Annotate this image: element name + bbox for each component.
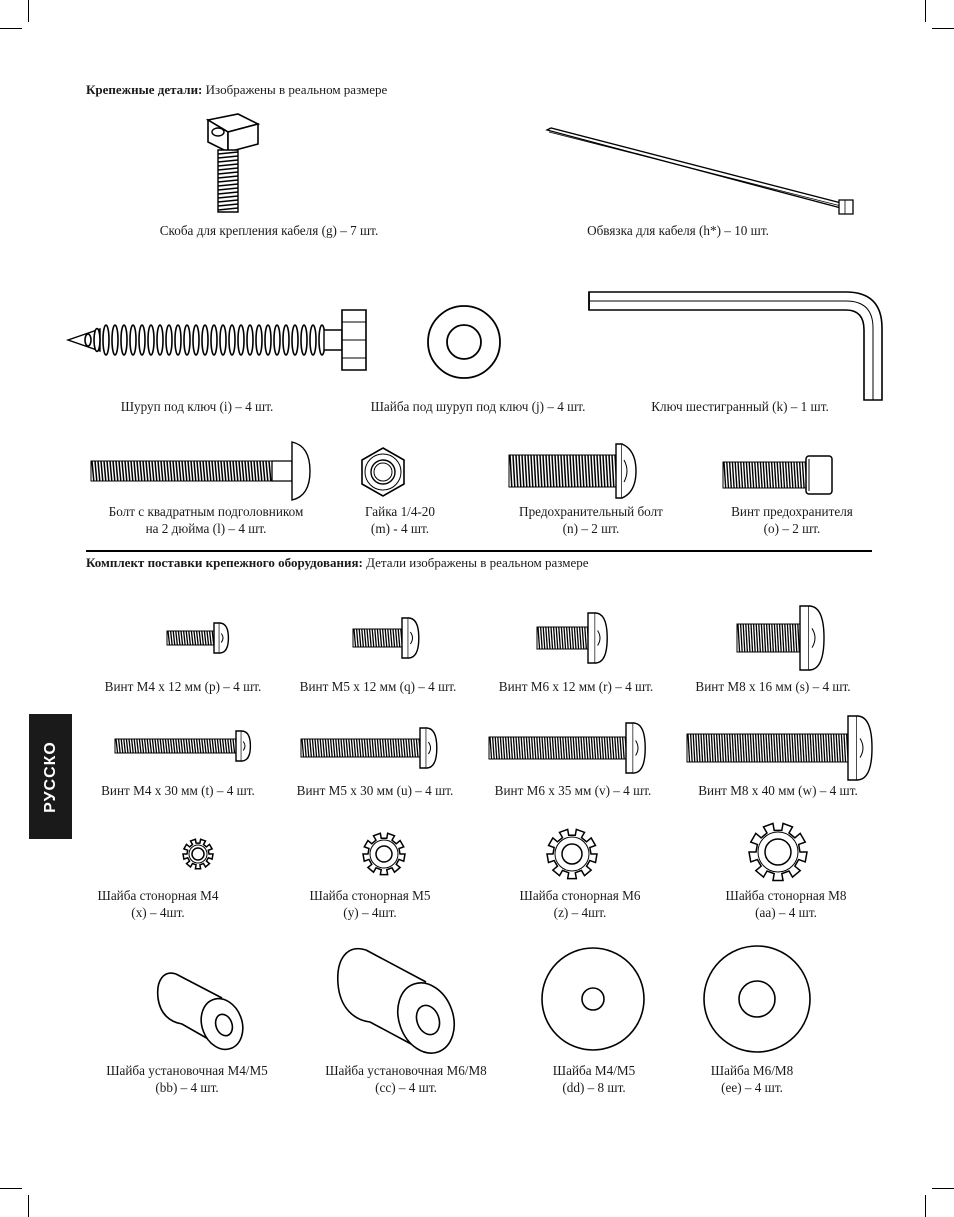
caption-line: (m) - 4 шт. [370, 521, 430, 536]
caption-dd [536, 1062, 652, 1096]
caption-line: Скоба для крепления кабеля (g) – 7 шт. [159, 223, 379, 238]
caption-line: Винт M8 x 40 мм (w) – 4 шт. [698, 783, 858, 798]
section-heading-rest: Детали изображены в реальном размере [362, 555, 589, 570]
caption-m [340, 503, 460, 537]
caption-line: (z) – 4шт. [553, 905, 607, 920]
caption-line: (bb) – 4 шт. [155, 1080, 219, 1095]
screw-icon [736, 604, 830, 672]
security-bolt-icon [508, 440, 638, 502]
caption-line: Предохранительный болт [519, 504, 663, 519]
caption-line: Шайба M6/M8 [710, 1063, 794, 1078]
screw-icon [300, 724, 442, 772]
crop-mark [28, 0, 29, 22]
caption-q [280, 678, 476, 695]
caption-line: Винт M8 x 16 мм (s) – 4 шт. [695, 679, 851, 694]
caption-h [540, 222, 816, 239]
caption-line: (x) – 4шт. [131, 905, 185, 920]
caption-line: Винт M4 x 30 мм (t) – 4 шт. [101, 783, 255, 798]
crop-mark [0, 28, 22, 29]
caption-s [676, 678, 870, 695]
caption-line: (aa) – 4 шт. [755, 905, 817, 920]
caption-line: Шайба стонорная M8 [725, 888, 847, 903]
lock-washer-icon [544, 826, 600, 882]
caption-line: Шайба M4/M5 [552, 1063, 636, 1078]
caption-i [82, 398, 312, 415]
caption-line: Ключ шестигранный (k) – 1 шт. [651, 399, 829, 414]
cable-tie-icon [545, 126, 865, 218]
caption-u [276, 782, 474, 799]
caption-r [478, 678, 674, 695]
caption-bb [84, 1062, 290, 1096]
spacer-icon [154, 968, 246, 1052]
section-heading-rest: Изображены в реальном размере [202, 82, 388, 97]
lag-screw-icon [66, 308, 372, 372]
section-heading [86, 82, 387, 98]
caption-cc [302, 1062, 510, 1096]
caption-l [76, 503, 336, 537]
caption-line: Винт предохранителя [731, 504, 853, 519]
caption-x [80, 887, 236, 921]
caption-z [500, 887, 660, 921]
section-divider [86, 550, 872, 552]
caption-line: Шуруп под ключ (i) – 4 шт. [120, 399, 274, 414]
lock-washer-icon [360, 830, 408, 878]
section-heading-bold: Комплект поставки крепежного оборудования: [86, 555, 363, 570]
screw-icon [488, 720, 652, 776]
caption-aa [706, 887, 866, 921]
caption-line: (n) – 2 шт. [562, 521, 620, 536]
hex-key-icon [588, 290, 886, 402]
hex-nut-icon [358, 446, 408, 498]
caption-line: (o) – 2 шт. [763, 521, 821, 536]
caption-n [490, 503, 692, 537]
crop-mark [0, 1188, 22, 1189]
caption-line: Винт M5 x 12 мм (q) – 4 шт. [299, 679, 457, 694]
caption-t [80, 782, 276, 799]
caption-k [620, 398, 860, 415]
caption-line: Винт M6 x 35 мм (v) – 4 шт. [494, 783, 652, 798]
spacer-icon [334, 944, 458, 1056]
caption-w [680, 782, 876, 799]
crop-mark [925, 0, 926, 22]
language-tab-label: РУССКО [41, 740, 59, 813]
caption-line: (y) – 4шт. [343, 905, 397, 920]
screw-icon [114, 728, 254, 764]
caption-g [110, 222, 428, 239]
lock-washer-icon [746, 820, 810, 884]
screw-icon [352, 614, 424, 662]
caption-line: (cc) – 4 шт. [375, 1080, 437, 1095]
caption-v [474, 782, 672, 799]
screw-icon [166, 620, 232, 656]
caption-line: Болт с квадратным подголовником [108, 504, 304, 519]
caption-o [702, 503, 882, 537]
flat-washer-icon [540, 946, 646, 1052]
crop-mark [925, 1195, 926, 1217]
caption-line: Шайба стонорная M6 [519, 888, 641, 903]
caption-line: Винт M5 x 30 мм (u) – 4 шт. [296, 783, 454, 798]
cable-clamp-icon [200, 110, 264, 216]
caption-line: (ee) – 4 шт. [721, 1080, 783, 1095]
caption-line: Винт M4 x 12 мм (p) – 4 шт. [104, 679, 262, 694]
section-heading [86, 555, 589, 571]
lock-washer-icon [180, 836, 216, 872]
caption-line: Шайба установочная M6/M8 [325, 1063, 487, 1078]
language-tab [29, 714, 72, 839]
caption-line: на 2 дюйма (l) – 4 шт. [145, 521, 267, 536]
caption-line: Шайба стонорная M4 [97, 888, 219, 903]
caption-ee [694, 1062, 810, 1096]
caption-line: Шайба под шуруп под ключ (j) – 4 шт. [370, 399, 586, 414]
washer-icon [426, 304, 502, 380]
security-screw-icon [722, 454, 834, 496]
caption-line: Обвязка для кабеля (h*) – 10 шт. [587, 223, 769, 238]
caption-y [290, 887, 450, 921]
crop-mark [28, 1195, 29, 1217]
caption-line: Шайба установочная M4/M5 [106, 1063, 268, 1078]
caption-line: Шайба стонорная M5 [309, 888, 431, 903]
caption-p [86, 678, 280, 695]
caption-line: Винт M6 x 12 мм (r) – 4 шт. [498, 679, 654, 694]
section-heading-bold: Крепежные детали: [86, 82, 203, 97]
caption-line: Гайка 1/4-20 [365, 504, 435, 519]
crop-mark [932, 1188, 954, 1189]
flat-washer-icon [702, 944, 812, 1054]
screw-icon [686, 714, 876, 782]
screw-icon [536, 610, 614, 666]
caption-j [346, 398, 610, 415]
carriage-bolt-icon [90, 440, 312, 502]
caption-line: (dd) – 8 шт. [562, 1080, 626, 1095]
crop-mark [932, 28, 954, 29]
